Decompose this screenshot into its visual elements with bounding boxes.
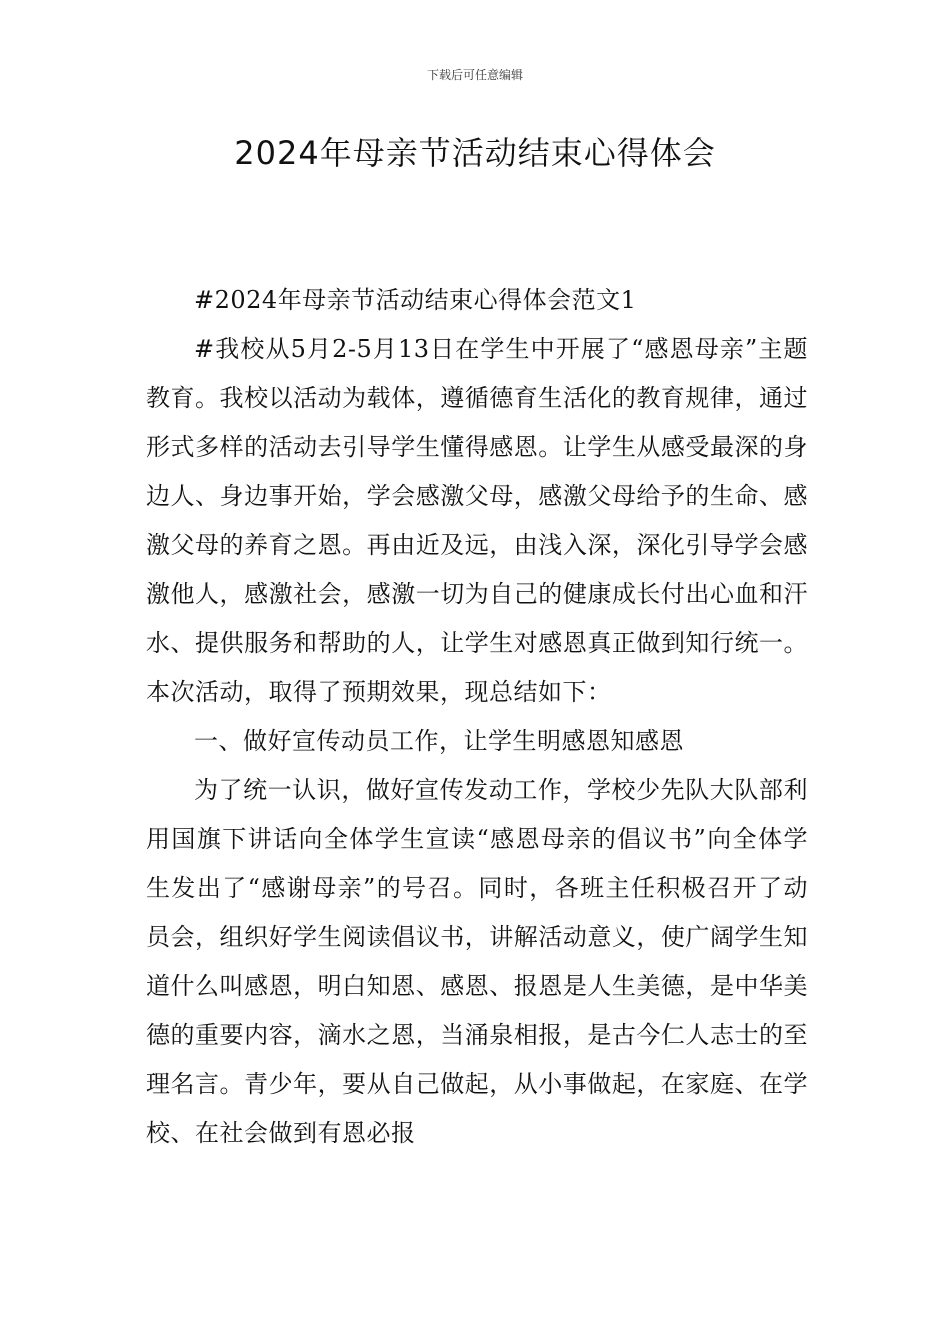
body-paragraph: 为了统一认识，做好宣传发动工作，学校少先队大队部利用国旗下讲话向全体学生宣读“感恩母亲的倡议书”向全体学生发出了“感谢母亲”的号召。同时，各班主任积极召开了动员会，组织好学生阅读倡议书，讲解活动意义，使广阔学生知道什么叫感恩，明白知恩、感恩、报恩是人生美德，是中华美德的重要内容，滴水之恩，当涌泉相报，是古今仁人志士的至理名言。青少年，要从自己做起，从小事做起，在家庭、在学校、在社会做到有恩必报 <box>146 776 808 1147</box>
section-heading: 一、做好宣传动员工作，让学生明感恩知感恩 <box>194 727 684 755</box>
document-title: 2024年母亲节活动结束心得体会 <box>234 134 716 172</box>
header-note: 下载后可任意编辑 <box>426 68 523 82</box>
subtitle-paragraph: #2024年母亲节活动结束心得体会范文1 <box>194 286 637 314</box>
intro-paragraph: #我校从5月2-5月13日在学生中开展了“感恩母亲”主题教育。我校以活动为载体，遵循德育生活化的教育规律，通过形式多样的活动去引导学生懂得感恩。让学生从感受最深的身边人、身边事开始，学会感激父母，感激父母给予的生命、感激父母的养育之恩。再由近及远，由浅入深，深化引导学会感激他人，感激社会，感激一切为自己的健康成长付出心血和汗水、提供服务和帮助的人，让学生对感恩真正做到知行统一。本次活动，取得了预期效果，现总结如下： <box>146 335 808 706</box>
document-body <box>146 276 808 1158</box>
